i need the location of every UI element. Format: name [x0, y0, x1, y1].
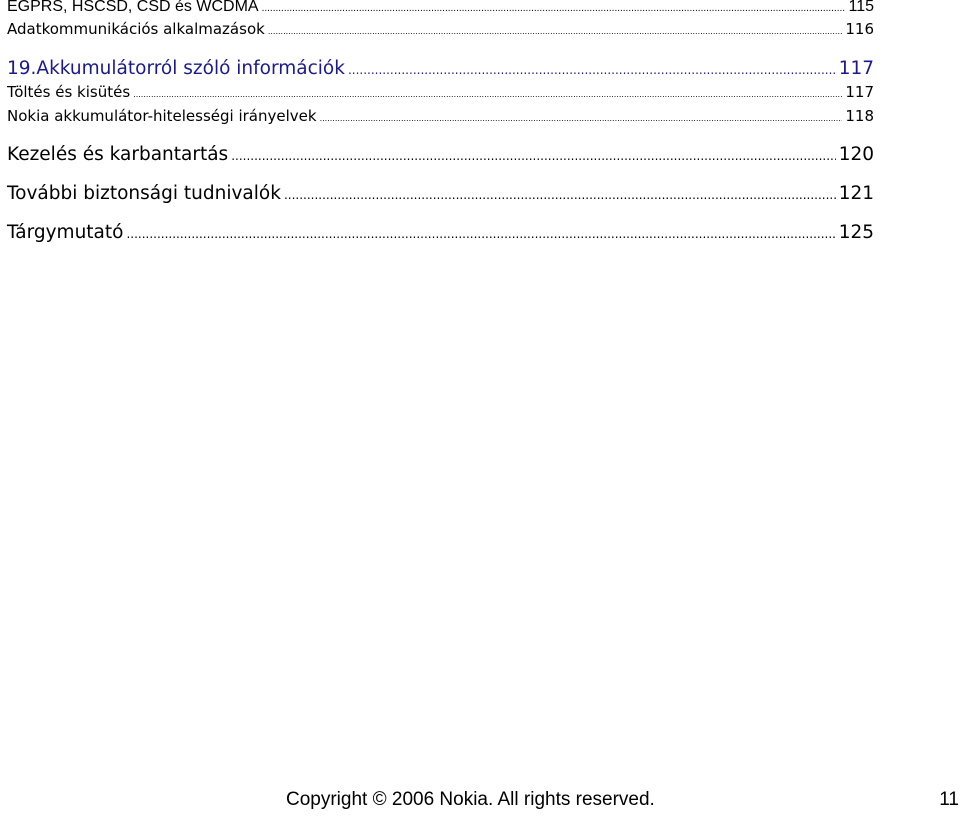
dot-leader [320, 114, 843, 123]
copyright-notice: Copyright © 2006 Nokia. All rights reserved. [286, 789, 655, 810]
toc-entry-label: 19.Akkumulátorról szóló információk [7, 58, 345, 79]
toc-entry-page: 116 [845, 20, 874, 38]
toc-entry-label: Adatkommunikációs alkalmazások [7, 20, 265, 38]
toc-entry-data-apps[interactable] [7, 20, 874, 38]
toc-entry-egprs[interactable] [7, 0, 874, 16]
toc-entry-page: 117 [838, 58, 874, 79]
toc-entry-label: EGPRS, HSCSD, CSD és WCDMA [7, 0, 259, 15]
page-number: 11 [939, 789, 959, 810]
toc-entry-page: 118 [845, 107, 874, 125]
toc-entry-label: Töltés és kisütés [7, 83, 131, 101]
toc-chapter-care[interactable] [7, 144, 874, 165]
dot-leader [268, 27, 843, 36]
toc-entry-label: Nokia akkumulátor-hitelességi irányelvek [7, 107, 317, 125]
toc-chapter-battery[interactable] [7, 58, 874, 79]
dot-leader [348, 63, 836, 77]
toc-entry-label: Kezelés és karbantartás [7, 144, 229, 165]
toc-chapter-index[interactable] [7, 222, 874, 243]
toc-entry-label: Tárgymutató [7, 222, 124, 243]
toc-entry-page: 117 [845, 83, 874, 101]
dot-leader [133, 90, 842, 99]
dot-leader [231, 149, 836, 163]
toc-entry-charging[interactable] [7, 83, 874, 101]
toc-entry-page: 125 [838, 222, 874, 243]
toc-entry-label: További biztonsági tudnivalók [7, 183, 281, 204]
dot-leader [126, 227, 835, 241]
toc-entry-page: 115 [848, 0, 874, 15]
toc-entry-authentication[interactable] [7, 107, 874, 125]
dot-leader [284, 188, 836, 202]
dot-leader [262, 3, 846, 14]
toc-entry-page: 120 [838, 144, 874, 165]
toc-chapter-safety[interactable] [7, 183, 874, 204]
toc-entry-page: 121 [838, 183, 874, 204]
